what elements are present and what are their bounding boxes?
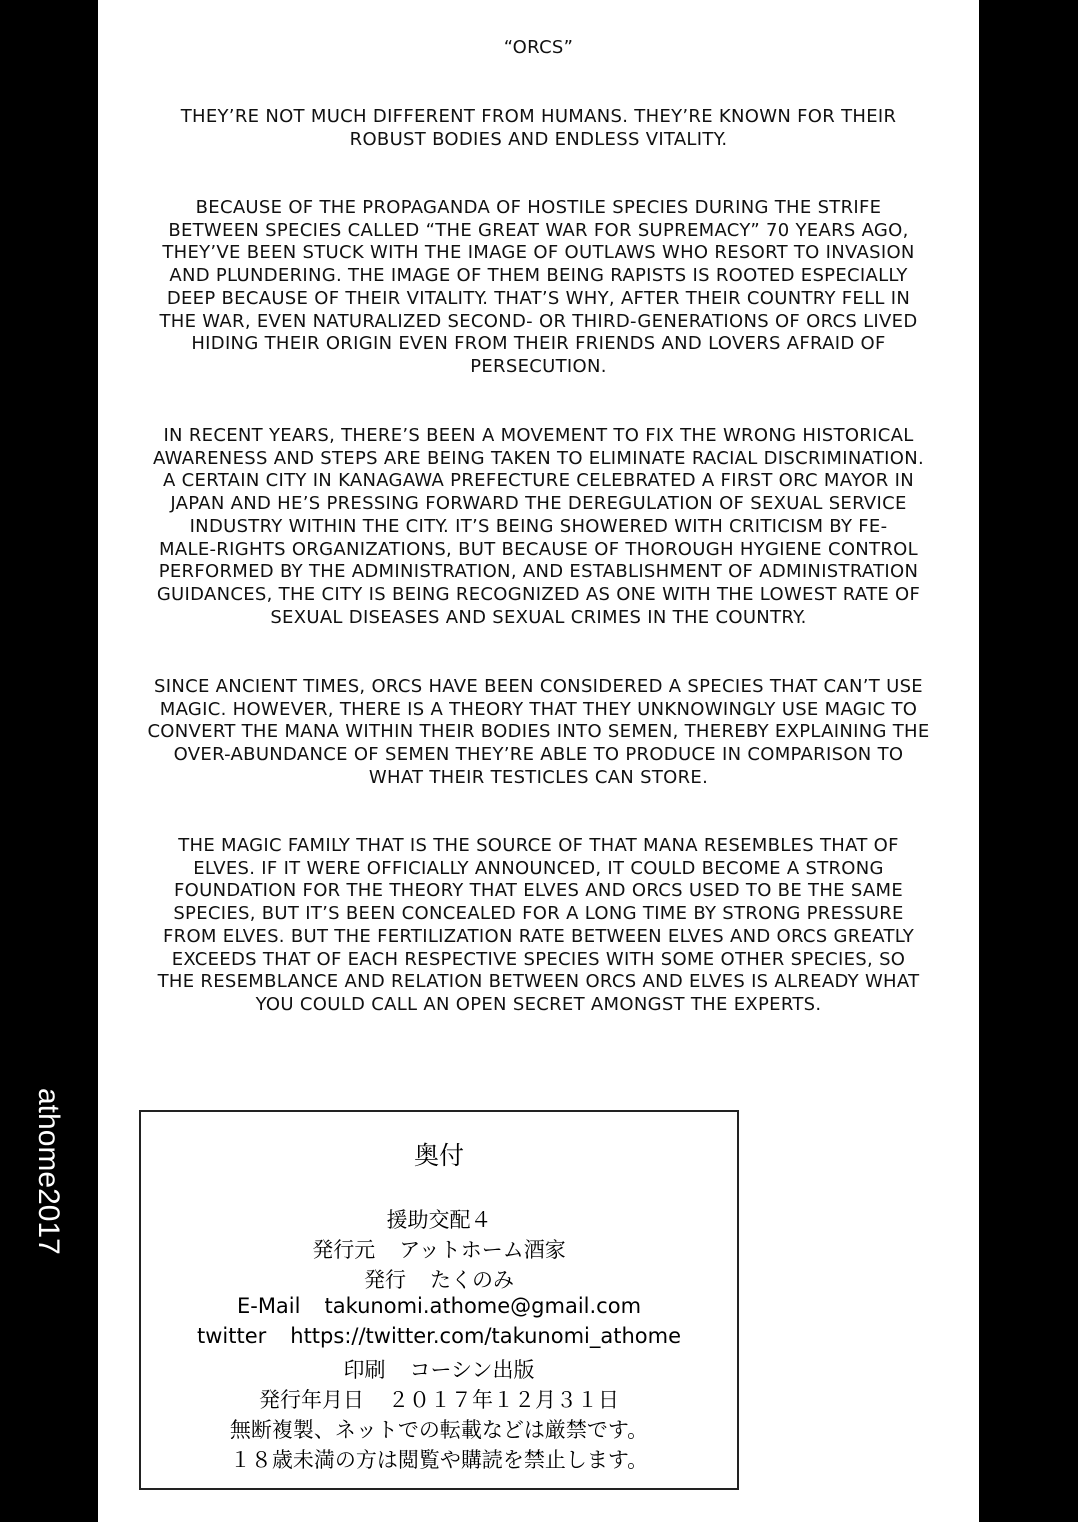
date-label: 発行年月日: [259, 1388, 364, 1412]
paragraph-line: SINCE ANCIENT TIMES, ORCS HAVE BEEN CONSIDERED A SPECIES THAT CAN’T USE: [154, 676, 923, 697]
watermark: athome2017: [32, 1088, 65, 1255]
notice-reproduction: 無断複製、ネットでの転載などは厳禁です。: [229, 1418, 649, 1442]
paragraph-line: PERFORMED BY THE ADMINISTRATION, AND ESTABLISHMENT OF ADMINISTRATION: [158, 561, 919, 583]
publisher-value: アットホーム酒家: [399, 1238, 566, 1262]
book-title: 援助交配４: [386, 1208, 492, 1232]
paragraph-line: THEY’RE NOT MUCH DIFFERENT FROM HUMANS. THEY’RE KNOWN FOR THEIR: [180, 106, 897, 127]
date-value: ２０１７年１２月３１日: [388, 1388, 619, 1412]
paragraph: [98, 425, 979, 629]
paragraph-line: WHAT THEIR TESTICLES CAN STORE.: [368, 766, 709, 788]
left-margin-bar: [0, 0, 98, 1522]
paragraph: [98, 676, 979, 790]
paragraph-line: MAGIC. HOWEVER, THERE IS A THEORY THAT THEY UNKNOWINGLY USE MAGIC TO: [159, 698, 918, 720]
paragraph-line: SPECIES, BUT IT’S BEEN CONCEALED FOR A LONG TIME BY STRONG PRESSURE: [173, 903, 904, 925]
paragraph-line: YOU COULD CALL AN OPEN SECRET AMONGST THE EXPERTS.: [255, 993, 822, 1015]
paragraph-line: A CERTAIN CITY IN KANAGAWA PREFECTURE CELEBRATED A FIRST ORC MAYOR IN: [163, 470, 914, 492]
issuer-label: 発行: [364, 1268, 406, 1292]
print-value: コーシン出版: [409, 1358, 535, 1382]
paragraph-line: INDUSTRY WITHIN THE CITY. IT’S BEING SHOWERED WITH CRITICISM BY FE-: [189, 515, 888, 537]
paragraph-line: SEXUAL DISEASES AND SEXUAL CRIMES IN THE COUNTRY.: [270, 606, 807, 628]
paragraph-line: THE RESEMBLANCE AND RELATION BETWEEN ORCS AND ELVES IS ALREADY WHAT: [157, 971, 920, 993]
paragraph-line: PERSECUTION.: [470, 355, 607, 377]
paragraph-line: FROM ELVES. BUT THE FERTILIZATION RATE BETWEEN ELVES AND ORCS GREATLY: [162, 925, 914, 947]
paragraph-line: ELVES. IF IT WERE OFFICIALLY ANNOUNCED, IT COULD BECOME A STRONG: [193, 857, 884, 879]
paragraph-line: AWARENESS AND STEPS ARE BEING TAKEN TO ELIMINATE RACIAL DISCRIMINATION.: [152, 447, 925, 469]
paragraph-line: DEEP BECAUSE OF THEIR VITALITY. THAT’S WHY, AFTER THEIR COUNTRY FELL IN: [166, 287, 911, 309]
paragraph-line: THE WAR, EVEN NATURALIZED SECOND- OR THIRD-GENERATIONS OF ORCS LIVED: [159, 310, 918, 332]
paragraph-line: ROBUST BODIES AND ENDLESS VITALITY.: [349, 128, 728, 150]
issuer-value: たくのみ: [430, 1268, 514, 1292]
paragraph-line: THEY’VE BEEN STUCK WITH THE IMAGE OF OUTLAWS WHO RESORT TO INVASION: [162, 242, 915, 264]
paragraph-line: THE MAGIC FAMILY THAT IS THE SOURCE OF THAT MANA RESEMBLES THAT OF: [178, 835, 899, 856]
twitter-row: [141, 1324, 737, 1348]
paragraph-line: GUIDANCES, THE CITY IS BEING RECOGNIZED AS ONE WITH THE LOWEST RATE OF: [156, 583, 921, 605]
notice-age: １８歳未満の方は閲覧や購読を禁止します。: [229, 1448, 649, 1472]
right-margin-bar: [979, 0, 1078, 1522]
email-row: [141, 1294, 737, 1318]
paragraph-line: MALE-RIGHTS ORGANIZATIONS, BUT BECAUSE OF THOROUGH HYGIENE CONTROL: [159, 538, 918, 560]
paragraph-line: HIDING THEIR ORIGIN EVEN FROM THEIR FRIENDS AND LOVERS AFRAID OF: [191, 333, 886, 355]
issuer-row: [141, 1264, 737, 1294]
paragraph-line: OVER-ABUNDANCE OF SEMEN THEY’RE ABLE TO PRODUCE IN COMPARISON TO: [173, 744, 904, 766]
colophon-heading: 奥付: [413, 1141, 464, 1170]
print-row: [141, 1354, 737, 1384]
twitter-label: twitter: [197, 1324, 267, 1348]
paragraph-line: JAPAN AND HE’S PRESSING FORWARD THE DEREGULATION OF SEXUAL SERVICE: [170, 493, 907, 515]
publisher-row: [141, 1234, 737, 1264]
date-row: [141, 1384, 737, 1414]
paragraph-line: BECAUSE OF THE PROPAGANDA OF HOSTILE SPECIES DURING THE STRIFE: [195, 197, 882, 218]
colophon-box: [139, 1110, 739, 1490]
paragraph-line: FOUNDATION FOR THE THEORY THAT ELVES AND ORCS USED TO BE THE SAME: [173, 880, 904, 902]
paragraph-line: BETWEEN SPECIES CALLED “THE GREAT WAR FOR SUPREMACY” 70 YEARS AGO,: [168, 219, 909, 241]
publisher-label: 発行元: [312, 1238, 376, 1262]
email-value: takunomi.athome@gmail.com: [324, 1294, 642, 1318]
print-label: 印刷: [343, 1358, 386, 1382]
paragraph-line: EXCEEDS THAT OF EACH RESPECTIVE SPECIES WITH SOME OTHER SPECIES, SO: [171, 948, 906, 970]
email-label: E-Mail: [236, 1294, 301, 1318]
page-title: “ORCS”: [503, 37, 574, 58]
paragraph-line: AND PLUNDERING. THE IMAGE OF THEM BEING RAPISTS IS ROOTED ESPECIALLY: [169, 265, 908, 287]
twitter-value: https://twitter.com/takunomi_athome: [290, 1324, 681, 1348]
paragraph-line: IN RECENT YEARS, THERE’S BEEN A MOVEMENT TO FIX THE WRONG HISTORICAL: [163, 425, 914, 446]
paragraph-line: CONVERT THE MANA WITHIN THEIR BODIES INTO SEMEN, THEREBY EXPLAINING THE: [147, 721, 930, 743]
paragraph: [98, 835, 979, 1017]
paragraph: [98, 106, 979, 151]
paragraph: [98, 197, 979, 379]
